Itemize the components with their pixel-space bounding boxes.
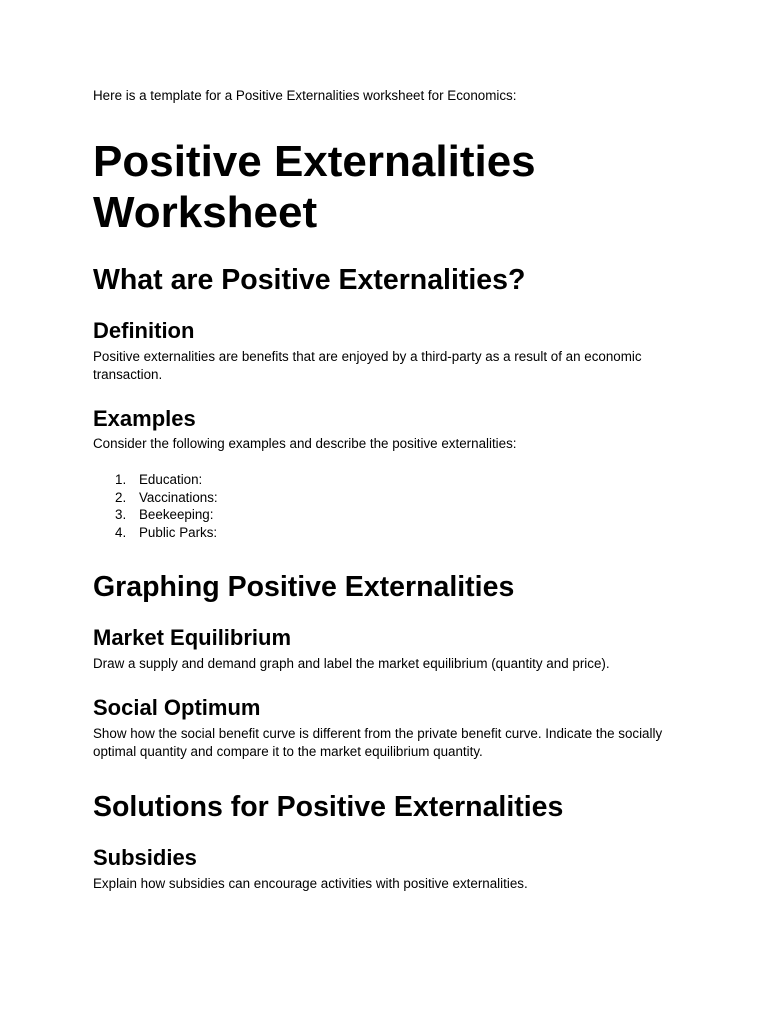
- social-optimum-heading: Social Optimum: [93, 695, 261, 720]
- list-item: [93, 471, 218, 489]
- list-item-number: 4.: [115, 525, 127, 541]
- examples-list: [93, 471, 218, 542]
- list-item-label: Beekeeping:: [139, 507, 214, 523]
- examples-text: Consider the following examples and describe the positive externalities:: [93, 436, 517, 451]
- subsidies-text: Explain how subsidies can encourage activities with positive externalities.: [93, 876, 528, 891]
- list-item-number: 2.: [115, 489, 127, 505]
- market-equilibrium-heading: Market Equilibrium: [93, 625, 292, 650]
- intro-text: Here is a template for a Positive Externalities worksheet for Economics:: [93, 88, 517, 103]
- section-heading-graphing: Graphing Positive Externalities: [93, 571, 515, 603]
- subsidies-heading: Subsidies: [93, 845, 197, 870]
- market-equilibrium-text: Draw a supply and demand graph and label the market equilibrium (quantity and price).: [93, 656, 610, 671]
- title-line-2: Worksheet: [93, 188, 318, 237]
- worksheet-title: [93, 136, 536, 238]
- list-item-label: Education:: [139, 472, 203, 487]
- section-heading-solutions: Solutions for Positive Externalities: [93, 791, 564, 823]
- list-item: [93, 489, 218, 507]
- list-item-label: Public Parks:: [139, 525, 218, 541]
- list-item-number: 1.: [115, 472, 127, 487]
- social-optimum-text: Show how the social benefit curve is different from the private benefit curve. Indicate the socially optimal quantity and compare it to the market equilibrium quantity.: [93, 726, 663, 759]
- list-item-number: 3.: [115, 507, 127, 523]
- definition-heading: Definition: [93, 318, 195, 343]
- examples-heading: Examples: [93, 406, 196, 431]
- definition-text: Positive externalities are benefits that are enjoyed by a third-party as a result of an economic transaction.: [93, 349, 642, 382]
- list-item-label: Vaccinations:: [139, 489, 218, 505]
- list-item: [93, 524, 218, 542]
- section-heading-what-are: What are Positive Externalities?: [93, 264, 526, 296]
- list-item: [93, 506, 218, 524]
- title-line-1: Positive Externalities: [93, 137, 536, 186]
